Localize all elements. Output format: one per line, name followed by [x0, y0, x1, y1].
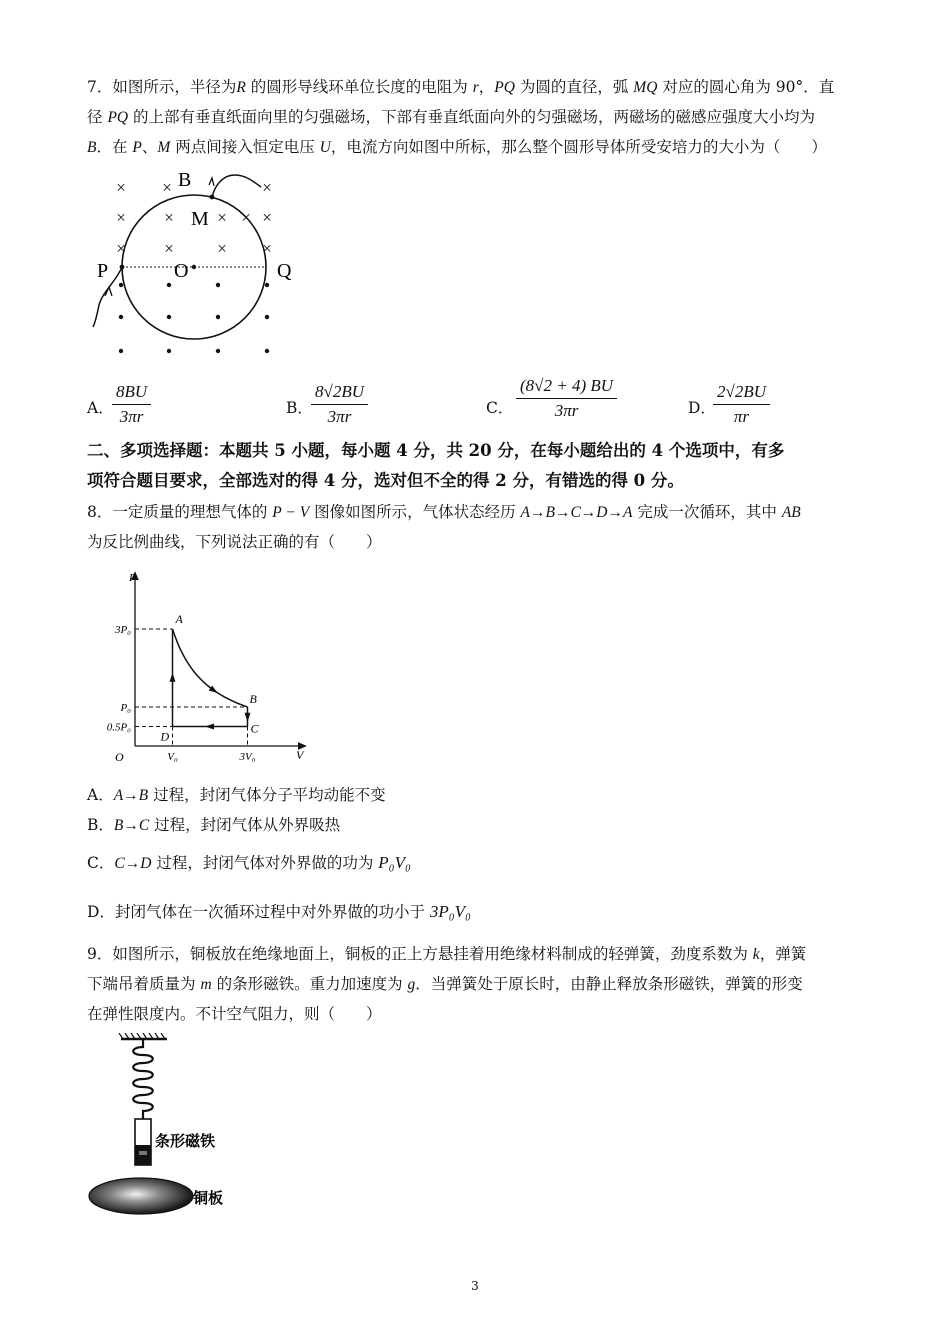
field-cross: × — [164, 239, 174, 258]
magnet-label: 条形磁铁 — [155, 1134, 216, 1150]
point-label-d: D — [160, 729, 170, 744]
q7-line-2: 径 PQ 的上部有垂直纸面向里的匀强磁场，下部有垂直纸面向外的匀强磁场，两磁场的磁感应强度大小均为 — [87, 108, 816, 126]
origin-label: O — [115, 750, 124, 764]
svg-text:B: B — [178, 169, 192, 191]
q7-option-b-label: B． — [286, 399, 313, 417]
field-cross: × — [241, 208, 251, 227]
section2-heading-line-1: 二、多项选择题：本题共 5 小题，每小题 4 分，共 20 分，在每小题给出的 4 个选项中，有多 — [87, 441, 785, 460]
field-cross: × — [262, 208, 272, 227]
y-axis-label: P — [129, 572, 136, 584]
q7-option-a[interactable]: $\frac{8BU}{3\pi r}$ — [112, 382, 151, 427]
q7-option-b[interactable]: $\frac{8√2BU}{3\pi r}$ — [311, 382, 368, 427]
plate-label: 铜板 — [193, 1191, 224, 1207]
q7-circuit-figure — [85, 165, 305, 370]
q9-line-1: 9．如图所示，铜板放在绝缘地面上，铜板的正上方悬挂着用绝缘材料制成的轻弹簧，劲度系数为 k，弹簧 — [87, 945, 807, 963]
q8-option-c[interactable]: C．C→D 过程，封闭气体对外界做的功为 P₀V₀ — [87, 853, 411, 872]
svg-text:M: M — [191, 208, 209, 230]
svg-text:O: O — [174, 260, 189, 282]
point-label-b: B — [249, 692, 257, 706]
q9-line-2: 下端吊着质量为 m 的条形磁铁。重力加速度为 g．当弹簧处于原长时，由静止释放条形磁铁，弹簧的形变 — [87, 975, 803, 993]
arrow-d-a — [170, 673, 176, 682]
field-cross: × — [262, 178, 272, 197]
q8-line-2: 为反比例曲线，下列说法正确的有（ ） — [87, 533, 382, 551]
point-label-c: C — [250, 721, 259, 736]
arrow-b-c — [245, 713, 251, 722]
field-cross: × — [262, 239, 272, 258]
q8-option-a[interactable]: A．A→B 过程，封闭气体分子平均动能不变 — [87, 786, 386, 804]
svg-text:Q: Q — [277, 260, 292, 282]
q7-line-1: 7．如图所示，半径为R 的圆形导线环单位长度的电阻为 r，PQ 为圆的直径，弧 MQ 对应的圆心角为 90°．直 — [87, 78, 835, 96]
svg-text:P: P — [97, 260, 109, 282]
y-tick-label: 0.5P₀ — [106, 721, 131, 734]
y-tick-label: P₀ — [120, 702, 131, 714]
q7-option-d[interactable]: $\frac{2√2BU}{\pi r}$ — [713, 382, 770, 427]
field-cross: × — [217, 208, 227, 227]
q7-option-c[interactable]: $\frac{(8√2 + 4) BU}{3\pi r}$ — [516, 376, 617, 421]
x-tick-label: V₀ — [167, 751, 178, 763]
spring — [133, 1039, 153, 1119]
q8-option-d[interactable]: D．封闭气体在一次循环过程中对外界做的功小于 3P₀V₀ — [87, 902, 471, 921]
q7-option-c-label: C． — [486, 399, 514, 417]
y-tick-label: 3P₀ — [114, 624, 131, 636]
copper-plate — [89, 1178, 193, 1214]
arrow-c-d — [205, 724, 214, 730]
x-axis-label: V — [296, 748, 304, 762]
q7-option-d-label: D． — [688, 399, 716, 417]
q8-option-b[interactable]: B．B→C 过程，封闭气体从外界吸热 — [87, 816, 341, 834]
field-cross: × — [164, 208, 174, 227]
q9-spring-magnet-figure — [85, 1033, 265, 1223]
field-cross: × — [116, 178, 126, 197]
field-cross: × — [162, 178, 172, 197]
q8-line-1: 8．一定质量的理想气体的 P − V 图像如图所示，气体状态经历 A→B→C→D→A 完成一次循环，其中 AB — [87, 503, 801, 521]
point-label-a: A — [175, 612, 183, 626]
page-number: 3 — [471, 1279, 479, 1293]
field-cross: × — [116, 239, 126, 258]
q7-line-3: B．在 P、M 两点间接入恒定电压 U，电流方向如图中所标，那么整个圆形导体所受安培力的大小为（ ） — [87, 138, 827, 156]
field-cross: × — [116, 208, 126, 227]
field-cross: × — [217, 239, 227, 258]
curve-a-b — [173, 629, 248, 707]
q9-line-3: 在弹性限度内。不计空气阻力，则（ ） — [87, 1005, 382, 1023]
q7-option-a-label: A． — [87, 399, 114, 417]
q8-pv-chart — [95, 565, 315, 770]
section2-heading-line-2: 项符合题目要求，全部选对的得 4 分，选对但不全的得 2 分，有错选的得 0 分。 — [87, 471, 684, 490]
x-tick-label: 3V₀ — [239, 751, 256, 763]
